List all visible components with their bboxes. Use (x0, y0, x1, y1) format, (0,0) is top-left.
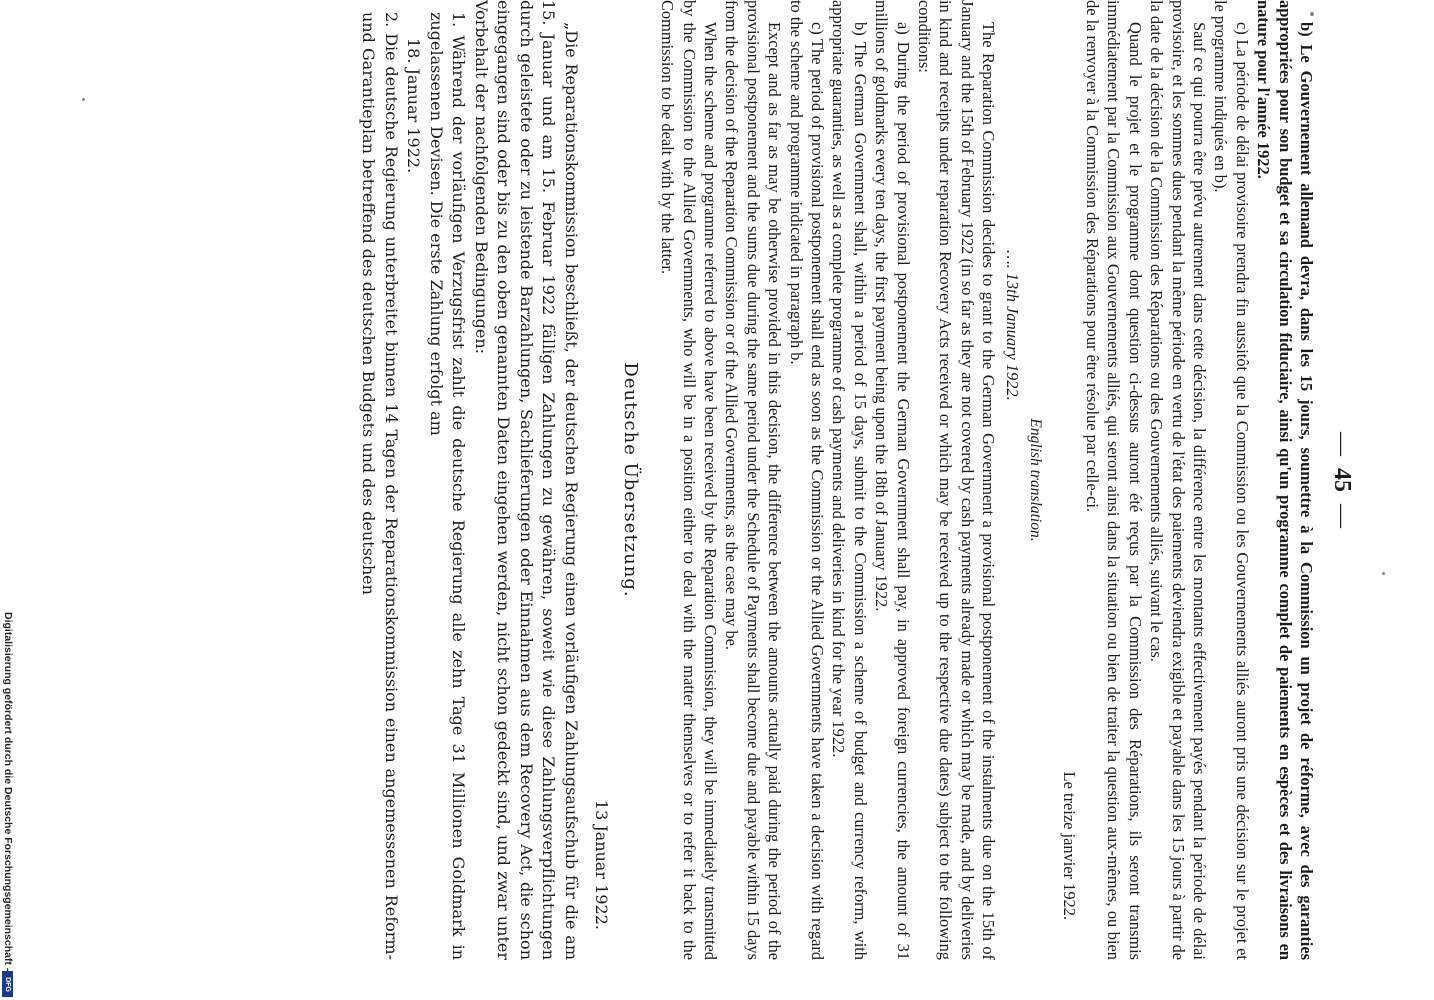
french-paragraph-sauf: Sauf ce qui pourra être prévu autrement dans cette décision, la différence entre les montants effectivement payés pendant la période de délai provisoire, et les sommes dues pendant la même période en vertu de l'état des paiements deviendra exigible et payable dans les 15 jours à partir de la date de la décision de la Commission des Réparations ou des Gouvernements alliés, suivant le cas. (1147, 0, 1209, 960)
english-section (657, 0, 1046, 960)
german-item-1: 1. Während der vorläufigen Verzugsfrist zahlt die deutsche Regierung alle zehn Tage 31 Millionen Goldmark in zugelassenen Devisen. Die erste Zahlung erfolgt am (426, 12, 469, 960)
french-date: Le treize janvier 1922. (1059, 771, 1079, 920)
english-paragraph-a: a) During the period of provisional postponement the German Government shall pay, in approved foreign currencies, the amount of 31 millions of goldmarks every ten days, the first payment being upon the 18th of January 1922. (872, 0, 913, 960)
english-paragraph-b: b) The German Government shall, within a period of 15 days, submit to the Commission a scheme of budget and currency reform, with appropriate guaranties, as well as a complete programme of cash payments and deliveries in kind for the year 1922. (829, 0, 870, 960)
scan-speck (1382, 572, 1385, 575)
french-paragraph-quand: Quand le projet et le programme dont question ci-dessus auront été reçus par la Commission des Réparations, ils seront transmis immédiatement par la Commission aux Gouvernements alliés, qui seront ainsi dans la situation ou bien de traiter la question aux-mêmes, ou bien de la renvoyer à la Commission des Réparations pour être résolue par celle-ci. (1082, 0, 1145, 960)
english-title: English translation. (1027, 418, 1045, 542)
english-paragraph-c: c) The period of provisional postponement shall end as soon as the Commission or the Allied Governments have taken a decision with regard to the scheme and programme indicated in paragraph b. (786, 0, 828, 960)
german-title: Deutsche Übersetzung. (619, 362, 641, 598)
page-number: —45— (1329, 432, 1355, 528)
french-paragraph-c: c) La période de délai provisoire prendra fin aussitôt que la Commission ou les Gouvernements alliés auront pris une décision sur le projet et le programme indiqués en b). (1211, 0, 1252, 960)
dfg-logo: DFG (2, 971, 13, 997)
german-date: 13 Januar 1922. (592, 799, 612, 930)
dfg-credit-text: Digitalisierung gefördert durch die Deutsche Forschungsgemeinschaft - (2, 612, 14, 972)
german-intro: „Die Reparationskommission beschließt, der deutschen Regierung einen vorläufigen Zahlungsaufschub für die am 15. Januar und am 15. Februar 1922 fälligen Zahlungen zu gewähren, soweit wie diese Zahlungsverpflichtungen durch geleistete oder zu leistende Barzahlungen, Sachlieferungen oder Einnahmen aus dem Recovery Act, die schon eingegangen sind oder bis zu den oben genannten Daten eingehen werden, nicht schon gedeckt sind, und zwar unter Vorbehalt der nachfolgenden Bedingungen: (471, 0, 581, 960)
english-paragraph-except: Except and as far as may be otherwise provided in this decision, the difference between the amounts actually paid during the period of the provisional postponement and the sums due during the same period under the Schedule of Payments shall become due and payable within 15 days from the decision of the Reparation Commission or of the Allied Governments, as the case may be. (722, 0, 785, 960)
document-page (37, 0, 1357, 960)
german-item-2: 2. Die deutsche Regierung unterbreitet binnen 14 Tagen der Reparationskommission einen angemessenen Reform- und Garantieplan betreffend des deutschen Budgets und des deutschen (359, 12, 401, 960)
english-intro: The Reparation Commission decides to grant to the German Government a provisional postponement of the instalments due on the 15th of January and the 15th of February 1922 (in so far as they are not covered by cash payments already made or which may be made, and by deliveries in kind and receipts under reparation Recovery Acts received or which may be received up to the respective due dates) subject to the following conditions: (915, 0, 999, 960)
english-paragraph-when: When the scheme and programme referred to above have been received by the Reparation Commission, they will be immediately transmitted by the Commission to the Allied Governments, who will be in a position either to deal with the matter themselves or to refer it back to the Commission to be dealt with by the latter. (658, 0, 721, 960)
dfg-footer (0, 604, 14, 1000)
french-paragraph-b: b) Le Gouvernement allemand devra, dans les 15 jours, soumettre à la Commission un projet de réforme, avec des garanties appropriées pour son budget et sa circulation fiduciaire, ainsi qu'un programme complet de paiements en espèces et des livraisons en nature pour l'année 1922. (1254, 0, 1316, 960)
french-section (1058, 0, 1317, 960)
english-dateline: …. 13th January 1922. (1002, 250, 1022, 401)
german-section (357, 0, 641, 960)
german-item-1-date: 18. Januar 1922. (404, 38, 424, 174)
